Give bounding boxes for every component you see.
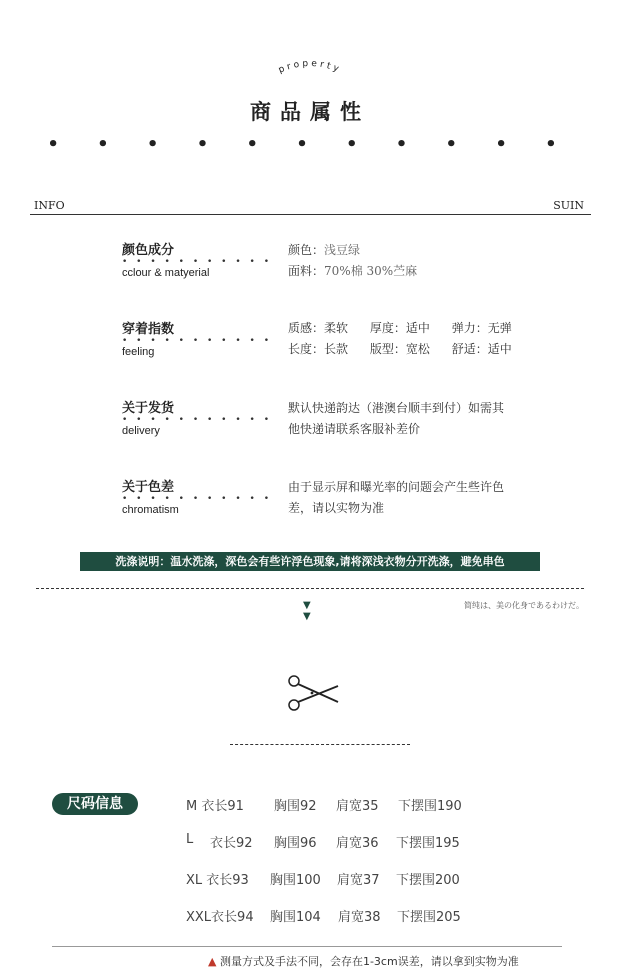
- wash-instructions-banner: 洗涤说明：温水洗涤，深色会有些许浮色现象,请将深浅衣物分开洗涤，避免串色: [80, 552, 540, 571]
- value-key: 版型：: [369, 342, 406, 356]
- value-text: 他快递请联系客服补差价: [288, 422, 421, 436]
- section-dots: • • • • • • • • • • •: [122, 336, 273, 346]
- value-key: 面料：: [288, 264, 325, 278]
- title-dots: • • • • • • • • • • •: [47, 134, 573, 155]
- size-cell: 下摆围195: [396, 836, 460, 851]
- measurement-note-text: 测量方式及手法不同，会存在1-3cm误差，请以拿到实物为准: [219, 955, 519, 968]
- value-text: 默认快递韵达（港澳台顺丰到付）如需其: [288, 401, 505, 415]
- size-cell: 胸围104: [270, 910, 321, 925]
- value-key: 颜色：: [288, 243, 325, 257]
- size-cell: 下摆围190: [398, 799, 462, 814]
- page-title: 商品属性: [250, 100, 370, 124]
- section-delivery-title: 关于发货: [122, 401, 175, 416]
- value-text: 70%棉 30%苎麻: [324, 264, 418, 278]
- info-label: INFO: [34, 199, 65, 212]
- arrow-down-icon: ▼: [303, 600, 311, 611]
- size-cell: 肩宽37: [337, 873, 380, 888]
- size-cell: 衣长92: [210, 836, 253, 851]
- divider: [30, 214, 591, 215]
- brand-label: SUIN: [553, 199, 584, 212]
- arrow-down-icon: ▼: [303, 611, 311, 622]
- section-dots: • • • • • • • • • • •: [122, 415, 273, 425]
- value-key: 厚度：: [369, 321, 406, 335]
- svg-text:property: property: [277, 58, 343, 76]
- size-cell: XXL衣长94: [186, 910, 254, 925]
- section-feeling-values: [288, 318, 512, 360]
- value-text: 长款: [324, 342, 349, 356]
- section-dots: • • • • • • • • • • •: [122, 494, 273, 504]
- size-cell: L: [186, 832, 194, 847]
- value-text: 适中: [487, 342, 512, 356]
- value-text: 宽松: [405, 342, 430, 356]
- dashed-divider: [36, 588, 584, 589]
- section-feeling-subtitle: feeling: [122, 346, 155, 358]
- section-color-title: 颜色成分: [122, 243, 175, 258]
- value-text: 浅豆绿: [324, 243, 361, 257]
- value-text: 柔软: [324, 321, 349, 335]
- section-chromatism-values: [288, 477, 504, 519]
- size-cell: 胸围92: [274, 799, 317, 814]
- size-info-badge: 尺码信息: [52, 793, 138, 815]
- size-cell: 下摆围205: [397, 910, 461, 925]
- size-cell: 肩宽38: [338, 910, 381, 925]
- size-cell: 肩宽36: [336, 836, 379, 851]
- size-cell: XL 衣长93: [186, 873, 249, 888]
- value-text: 适中: [405, 321, 430, 335]
- section-feeling-title: 穿着指数: [122, 322, 175, 337]
- section-color-values: [288, 240, 417, 282]
- dashed-divider: [230, 744, 410, 745]
- value-text: 无弹: [487, 321, 512, 335]
- divider: [52, 946, 562, 947]
- property-arc-text: [0, 40, 620, 90]
- value-text: 由于显示屏和曝光率的问题会产生些许色: [288, 480, 505, 494]
- section-chromatism-subtitle: chromatism: [122, 504, 179, 516]
- measurement-note: [208, 953, 519, 969]
- section-delivery-subtitle: delivery: [122, 425, 160, 437]
- section-chromatism-title: 关于色差: [122, 480, 175, 495]
- size-cell: 肩宽35: [336, 799, 379, 814]
- value-key: 质感：: [288, 321, 325, 335]
- size-cell: M 衣长91: [186, 799, 244, 814]
- size-cell: 胸围96: [274, 836, 317, 851]
- section-color-subtitle: cclour & matyerial: [122, 267, 210, 279]
- section-delivery-values: [288, 398, 504, 440]
- value-text: 差，请以实物为准: [288, 501, 385, 515]
- japanese-tagline: 简纯は、美の化身であるわけだ。: [464, 601, 584, 610]
- section-dots: • • • • • • • • • • •: [122, 257, 273, 267]
- size-cell: 下摆围200: [396, 873, 460, 888]
- triangle-icon: ▲: [208, 955, 217, 968]
- value-key: 长度：: [288, 342, 325, 356]
- value-key: 弹力：: [451, 321, 488, 335]
- size-cell: 胸围100: [270, 873, 321, 888]
- scissors-icon: [282, 672, 342, 716]
- value-key: 舒适：: [451, 342, 488, 356]
